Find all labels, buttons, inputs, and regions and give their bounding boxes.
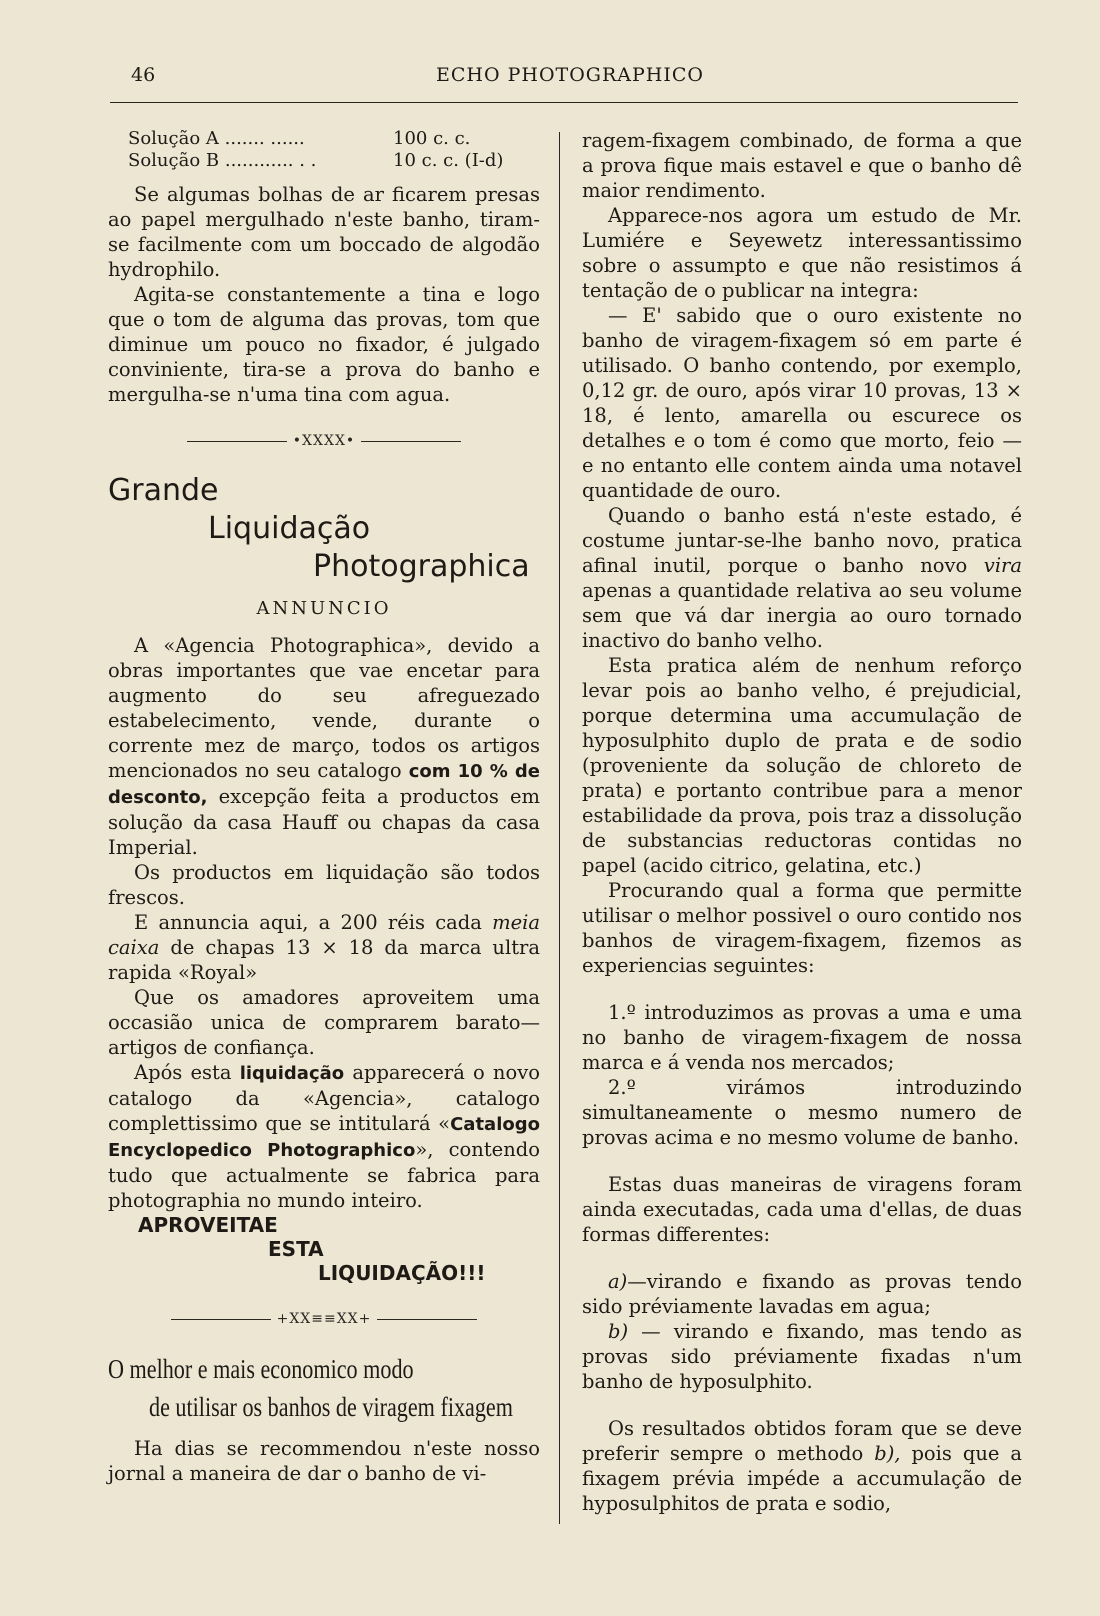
ad-paragraph-5: Após esta liquidação apparecerá o novo catalogo da «Agencia», catalogo complettissimo que se intitulará «Catalogo Encyclopedico Photographico», contendo tudo que actualmente se fabrica para photographia no mundo inteiro. <box>108 1061 540 1212</box>
column-divider <box>559 132 560 1524</box>
ad-subtitle: ANNUNCIO <box>256 598 392 619</box>
ad-title-line2: Liquidação <box>208 511 371 546</box>
right-paragraph-6: Procurando qual a forma que permitte utilisar o melhor possivel o ouro contido nos banhos de viragem-fixagem, fizemos as experiencias seguintes: <box>582 879 1022 977</box>
article-paragraph-1: Ha dias se recommendou n'este nosso jornal a maneira de dar o banho de vi- <box>108 1437 540 1485</box>
ad-cry-line3: LIQUIDAÇÃO!!! <box>318 1261 486 1285</box>
method-b: b) — virando e fixando, mas tendo as provas sido préviamente fixadas n'um banho de hyposulphito. <box>582 1320 1022 1393</box>
paragraph-agitate: Agita-se constantemente a tina e logo que o tom de alguma das provas, tom que diminue um pouco no fixador, é julgado conviniente, tira-se a prova do banho e mergulha-se n'uma tina com agua. <box>108 283 540 406</box>
right-paragraph-1: ragem-fixagem combinado, de forma a que a prova fique mais estavel e que o banho dê maior rendimento. <box>582 129 1022 202</box>
solution-a-dots: ....... ...... <box>224 128 305 149</box>
solution-b-row <box>108 150 508 172</box>
header-rule <box>110 102 1018 103</box>
running-title: ECHO PHOTOGRAPHICO <box>436 64 704 86</box>
page-number: 46 <box>131 64 156 86</box>
solution-a-row <box>108 128 508 150</box>
ornament-glyphs: •XXXX• <box>292 433 356 449</box>
ad-paragraph-1: A «Agencia Photographica», devido a obras importantes que vae encetar para augmento do seu afreguezado estabelecimento, vende, durante o corrente mez de março, todos os artigos mencionados no seu catalogo com 10 % de desconto, excepção feita a productos em solução da casa Hauff ou chapas da casa Imperial. <box>108 634 540 859</box>
article-heading-line2: de utilisar os banhos de viragem fixagem <box>149 1392 513 1422</box>
ad-cry-line2: ESTA <box>268 1237 324 1261</box>
solution-b-label: Solução B <box>128 150 220 171</box>
right-paragraph-3: — E' sabido que o ouro existente no banho de viragem-fixagem só em parte é utilisado. O banho contendo, por exemplo, 0,12 gr. de ouro, após virar 10 provas, 13 × 18, é lento, amarella ou escurece os detalhes e o tom é como que morto, feio — e no entanto elle contem ainda uma notavel quantidade de ouro. <box>582 304 1022 502</box>
right-column <box>582 128 1022 1516</box>
ad-paragraph-4: Que os amadores aproveitem uma occasião unica de comprarem barato—artigos de confiança. <box>108 986 540 1059</box>
ad-title-line1: Grande <box>108 473 219 508</box>
right-paragraph-5: Esta pratica além de nenhum reforço levar pois ao banho velho, é prejudicial, porque determina uma accumulação de hyposulphito duplo de prata e de sodio (proveniente da solução de chloreto de prata) e portanto contribue para a menor estabilidade da prova, pois traz a dissolução de substancias reductoras contidas no papel (acido citrico, gelatina, etc.) <box>582 654 1022 877</box>
solution-b-dots: ............ . . <box>224 150 317 171</box>
solution-b-amount: 10 c. c. (I-d) <box>393 150 504 171</box>
solution-a-label: Solução A <box>128 128 219 149</box>
ad-cry-line1: APROVEITAE <box>138 1213 278 1237</box>
paragraph-bubbles: Se algumas bolhas de ar ficarem presas ao papel mergulhado n'este banho, tiram-se facilmente com um boccado de algodão hydrophilo. <box>108 183 540 281</box>
experiment-1: 1.º introduzimos as provas a uma e uma no banho de viragem-fixagem de nossa marca e á venda nos mercados; <box>582 1001 1022 1074</box>
ornament-divider-2 <box>108 1307 540 1332</box>
right-paragraph-2: Apparece-nos agora um estudo de Mr. Lumiére e Seyewetz interessantissimo sobre o assumpto e que não resistimos á tentação de o publicar na integra: <box>582 204 1022 302</box>
ad-title-line3: Photographica <box>313 549 530 584</box>
article-heading-line1: O melhor e mais economico modo <box>108 1354 414 1384</box>
solution-a-amount: 100 c. c. <box>393 128 471 149</box>
ad-paragraph-3: E annuncia aqui, a 200 réis cada meia caixa de chapas 13 × 18 da marca ultra rapida «Royal» <box>108 911 540 984</box>
ornament-glyphs-2: +XX≡≡XX+ <box>276 1311 372 1327</box>
method-a: a)—virando e fixando as provas tendo sido préviamente lavadas em agua; <box>582 1270 1022 1318</box>
right-paragraph-4: Quando o banho está n'este estado, é costume juntar-se-lhe banho novo, pratica afinal inutil, porque o banho novo vira apenas a quantidade relativa ao seu volume sem que vá dar inergia ao ouro tornado inactivo do banho velho. <box>582 504 1022 652</box>
ornament-divider <box>108 429 540 454</box>
left-column <box>108 128 540 1486</box>
ad-paragraph-2: Os productos em liquidação são todos frescos. <box>108 861 540 909</box>
results-paragraph: Os resultados obtidos foram que se deve preferir sempre o methodo b), pois que a fixagem prévia impéde a accumulação de hyposulphitos de prata e sodio, <box>582 1417 1022 1515</box>
experiment-2: 2.º virámos introduzindo simultaneamente o mesmo numero de provas acima e no mesmo volume de banho. <box>582 1076 1022 1149</box>
right-paragraph-9: Estas duas maneiras de viragens foram ainda executadas, cada uma d'ellas, de duas formas differentes: <box>582 1173 1022 1246</box>
